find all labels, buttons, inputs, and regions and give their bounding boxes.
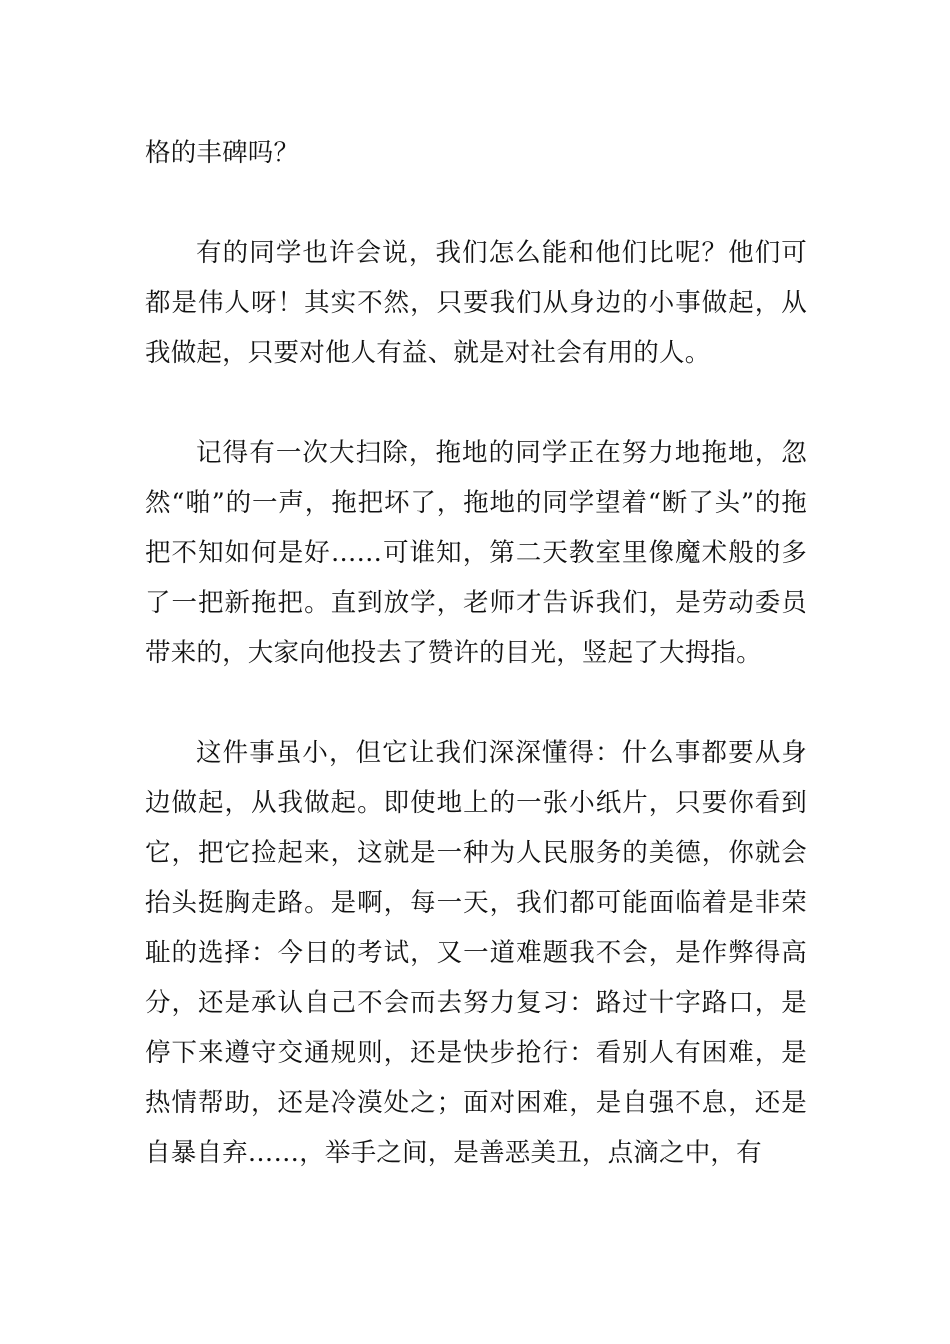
paragraph-gap: [145, 178, 807, 228]
paragraph-1: 格的丰碑吗？: [145, 138, 300, 168]
paragraph-2: 有的同学也许会说，我们怎么能和他们比呢？他们可都是伟人呀！其实不然，只要我们从身边的小事做起，从我做起，只要对他人有益、就是对社会有用的人。: [145, 238, 807, 368]
paragraph-3: 记得有一次大扫除，拖地的同学正在努力地拖地，忽然“啪”的一声，拖把坏了，拖地的同学望着“断了头”的拖把不知如何是好……可谁知，第二天教室里像魔术般的多了一把新拖把。直到放学，老师才告诉我们，是劳动委员带来的，大家向他投去了赞许的目光，竖起了大拇指。: [145, 438, 807, 668]
document-page: [145, 128, 807, 1178]
paragraph-gap: [145, 378, 807, 428]
paragraph-4: 这件事虽小，但它让我们深深懂得：什么事都要从身边做起，从我做起。即使地上的一张小纸片，只要你看到它，把它捡起来，这就是一种为人民服务的美德，你就会抬头挺胸走路。是啊，每一天，我们都可能面临着是非荣耻的选择：今日的考试，又一道难题我不会，是作弊得高分，还是承认自己不会而去努力复习：路过十字路口，是停下来遵守交通规则，还是快步抢行：看别人有困难，是热情帮助，还是冷漠处之；面对困难，是自强不息，还是自暴自弃……，举手之间，是善恶美丑，点滴之中，有: [145, 738, 807, 1168]
paragraph-gap: [145, 678, 807, 728]
